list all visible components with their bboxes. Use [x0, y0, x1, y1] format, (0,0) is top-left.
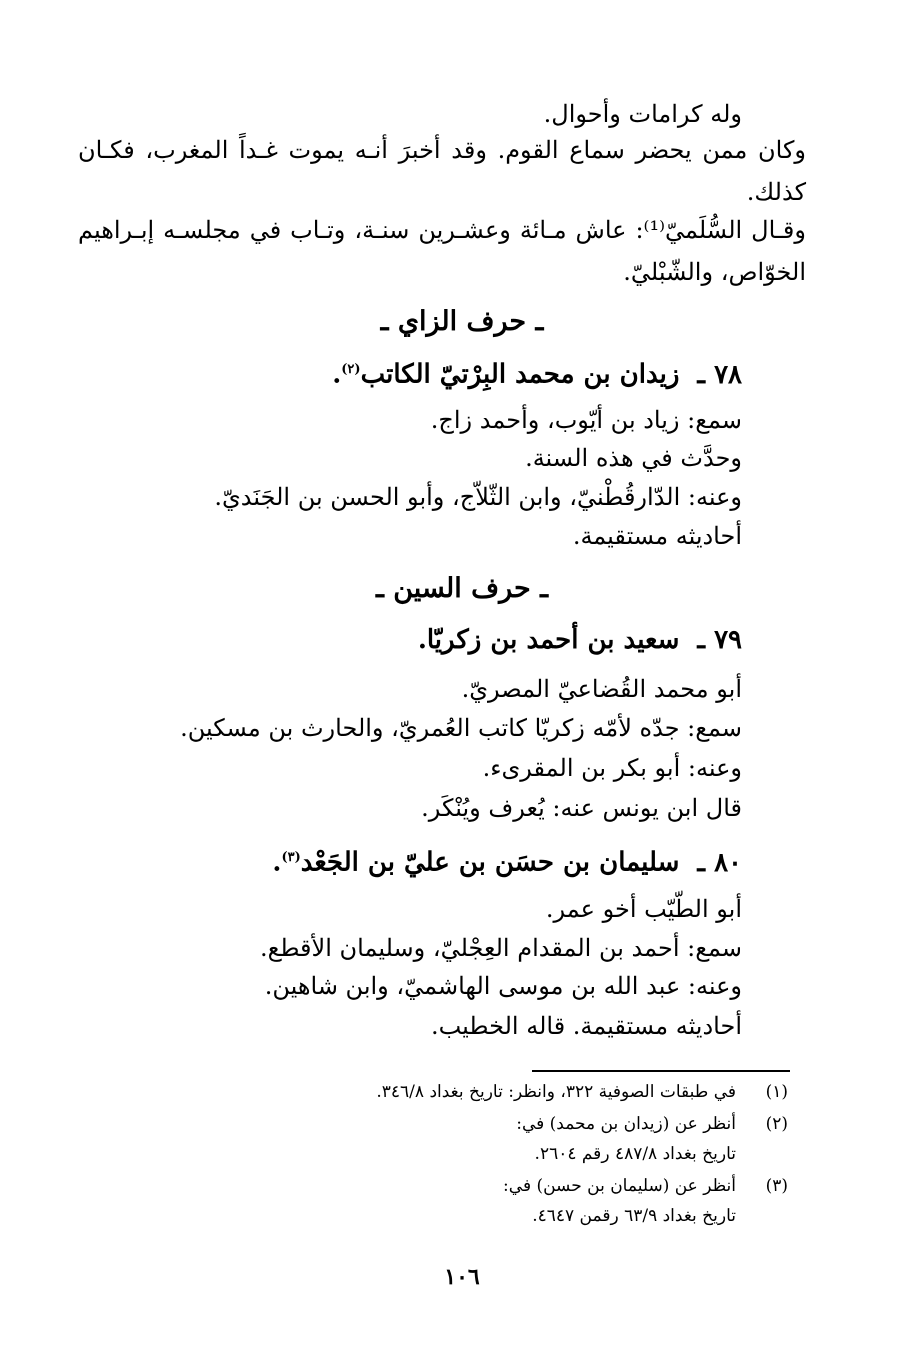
- entry-heading: ٨٠ ـسليمان بن حسَن بن عليّ بن الجَعْد$^{(٣)}$.: [272, 847, 742, 878]
- text-line: وعنه: الدّارقُطْنيّ، وابن الثّلاّج، وأبو الحسن بن الجَنَديّ.: [214, 483, 742, 511]
- footnote-text: أنظر عن (زيدان بن محمد) في:: [516, 1114, 736, 1134]
- footnote-divider: [532, 1070, 790, 1072]
- entry-heading: [418, 624, 742, 656]
- text-line: وكان ممن يحضر سماع القوم. وقد أخبرَ أنـه يموت غـداً المغرب، فكـان: [78, 136, 806, 164]
- footnote-number: (١): [765, 1082, 788, 1102]
- entry-heading: ٧٨ ـزيدان بن محمد البِرْتيّ الكاتب$^{(٢)}$.: [332, 359, 742, 390]
- entry-name: سليمان بن حسَن بن عليّ بن الجَعْد: [300, 847, 680, 878]
- footnote-text: تاريخ بغداد ٦٣/٩ رقمن ٤٦٤٧.: [532, 1206, 736, 1226]
- text-line: أبو محمد القُضاعيّ المصريّ.: [461, 675, 742, 703]
- entry-name: زيدان بن محمد البِرْتيّ الكاتب: [360, 359, 680, 390]
- text-line: قال ابن يونس عنه: يُعرف ويُنْكَر.: [421, 794, 742, 822]
- entry-number: ٧٨ ـ: [697, 359, 742, 390]
- text-line: وعنه: عبد الله بن موسى الهاشميّ، وابن شاهين.: [264, 972, 742, 1000]
- text-line: أحاديثه مستقيمة. قاله الخطيب.: [430, 1012, 742, 1040]
- footnote-number: (٣): [765, 1176, 788, 1196]
- entry-number: ٧٩ ـ: [697, 625, 742, 655]
- footnote-ref: (٣): [281, 850, 301, 865]
- footnote-text: في طبقات الصوفية ٣٢٢، وانظر: تاريخ بغداد ٣٤٦/٨.: [376, 1082, 736, 1102]
- section-heading: ـ حرف السين ـ: [375, 573, 549, 604]
- footnote-ref: (٢): [341, 362, 361, 377]
- text-line: وله كرامات وأحوال.: [543, 100, 742, 128]
- text-line: أبو الطّيّب أخو عمر.: [545, 895, 742, 923]
- text-line: وعنه: أبو بكر بن المقرىء.: [482, 754, 742, 782]
- text-line: سمع: جدّه لأمّه زكريّا كاتب العُمريّ، والحارث بن مسكين.: [180, 714, 742, 742]
- text-line: وحدَّث في هذه السنة.: [525, 444, 742, 472]
- text-line: كذلك.: [746, 178, 806, 206]
- text-line: وقـال السُّلَميّ⁽¹⁾: عاش مـائة وعشـرين سنـة، وتـاب في مجلسـه إبـراهيم: [78, 216, 806, 244]
- page-number: ١٠٦: [444, 1264, 480, 1290]
- entry-name: سعيد بن أحمد بن زكريّا.: [417, 625, 680, 655]
- text-line: سمع: زياد بن أيّوب، وأحمد زاج.: [430, 406, 742, 434]
- footnote-text: أنظر عن (سليمان بن حسن) في:: [503, 1176, 736, 1196]
- footnote-text: تاريخ بغداد ٤٨٧/٨ رقم ٢٦٠٤.: [534, 1144, 736, 1164]
- footnote-number: (٢): [765, 1114, 788, 1134]
- text-line: الخوّاص، والشّبْليّ.: [623, 258, 806, 286]
- text-line: أحاديثه مستقيمة.: [572, 522, 742, 550]
- text-line: سمع: أحمد بن المقدام العِجْليّ، وسليمان الأقطع.: [259, 934, 742, 962]
- section-heading: ـ حرف الزاي ـ: [380, 306, 544, 337]
- entry-number: ٨٠ ـ: [697, 847, 742, 878]
